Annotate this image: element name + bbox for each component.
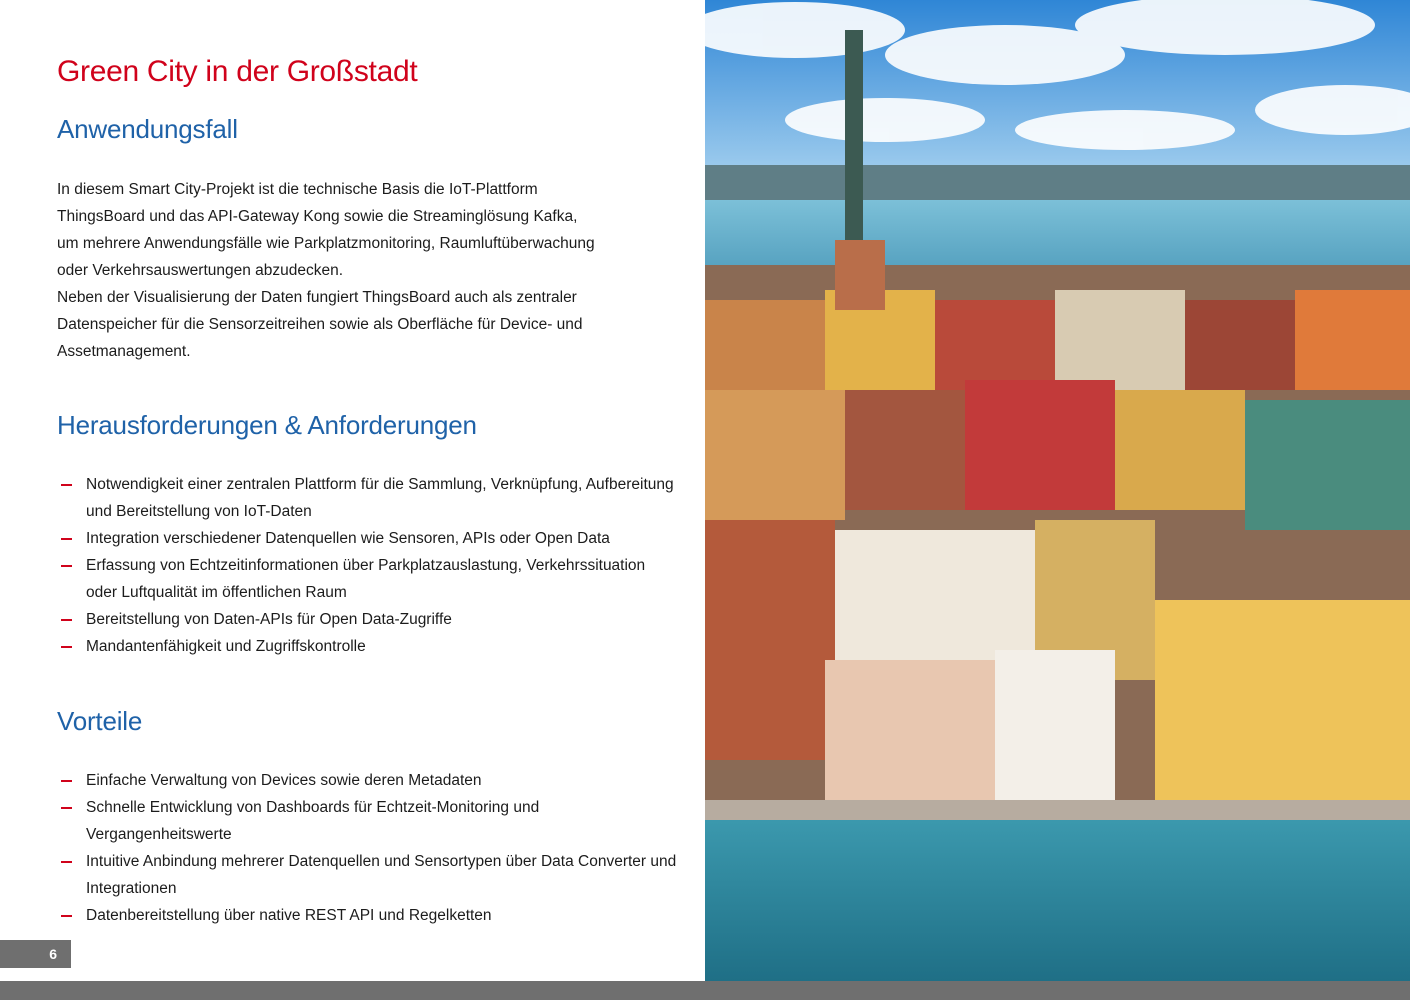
list-item-text: Datenbereitstellung über native REST API und Regelketten — [86, 907, 492, 924]
list-item-text: Einfache Verwaltung von Devices sowie deren Metadaten — [86, 772, 482, 789]
list-item — [57, 794, 677, 848]
list-item — [57, 848, 677, 902]
use-case-heading: Anwendungsfall — [57, 114, 238, 144]
list-item-text: Notwendigkeit einer zentralen Plattform für die Sammlung, Verknüpfung, Aufbereitung und Bereitstellung von IoT-Daten — [86, 476, 674, 520]
dash-bullet — [61, 646, 72, 648]
list-item-text: Schnelle Entwicklung von Dashboards für Echtzeit-Monitoring und Vergangenheitswerte — [86, 799, 540, 843]
benefits-list — [57, 767, 677, 929]
dash-bullet — [61, 565, 72, 567]
paragraph-line: um mehrere Anwendungsfälle wie Parkplatzmonitoring, Raumluftüberwachung — [57, 235, 595, 252]
dash-bullet — [61, 915, 72, 917]
list-item-text: Erfassung von Echtzeitinformationen über Parkplatzauslastung, Verkehrssituation oder Luftqualität im öffentlichen Raum — [86, 557, 646, 601]
dash-bullet — [61, 861, 72, 863]
page-number: 6 — [0, 940, 71, 968]
paragraph-line: Assetmanagement. — [57, 343, 191, 360]
list-item — [57, 767, 677, 794]
benefits-heading: Vorteile — [57, 706, 143, 736]
page-title: Green City in der Großstadt — [57, 55, 418, 88]
paragraph-line: Datenspeicher für die Sensorzeitreihen sowie als Oberfläche für Device- und — [57, 316, 583, 333]
list-item — [57, 902, 677, 929]
list-item-text: Intuitive Anbindung mehrerer Datenquellen und Sensortypen über Data Converter und Integrationen — [86, 853, 677, 897]
paragraph-line: oder Verkehrsauswertungen abzudecken. — [57, 262, 344, 279]
paragraph-line: In diesem Smart City-Projekt ist die technische Basis die IoT-Plattform — [57, 181, 538, 198]
list-item — [57, 471, 677, 525]
list-item — [57, 552, 677, 606]
list-item — [57, 633, 677, 660]
footer-bar — [0, 981, 1410, 1000]
challenges-list — [57, 471, 677, 660]
city-photo — [705, 0, 1410, 981]
dash-bullet — [61, 780, 72, 782]
dash-bullet — [61, 807, 72, 809]
list-item — [57, 525, 677, 552]
challenges-heading: Herausforderungen & Anforderungen — [57, 410, 477, 440]
list-item-text: Integration verschiedener Datenquellen wie Sensoren, APIs oder Open Data — [86, 530, 610, 547]
list-item-text: Mandantenfähigkeit und Zugriffskontrolle — [86, 638, 366, 655]
use-case-paragraph — [57, 176, 657, 365]
paragraph-line: Neben der Visualisierung der Daten fungiert ThingsBoard auch als zentraler — [57, 289, 577, 306]
dash-bullet — [61, 538, 72, 540]
text-column — [0, 0, 705, 980]
dash-bullet — [61, 484, 72, 486]
list-item-text: Bereitstellung von Daten-APIs für Open Data-Zugriffe — [86, 611, 452, 628]
list-item — [57, 606, 677, 633]
paragraph-line: ThingsBoard und das API-Gateway Kong sowie die Streaminglösung Kafka, — [57, 208, 578, 225]
dash-bullet — [61, 619, 72, 621]
